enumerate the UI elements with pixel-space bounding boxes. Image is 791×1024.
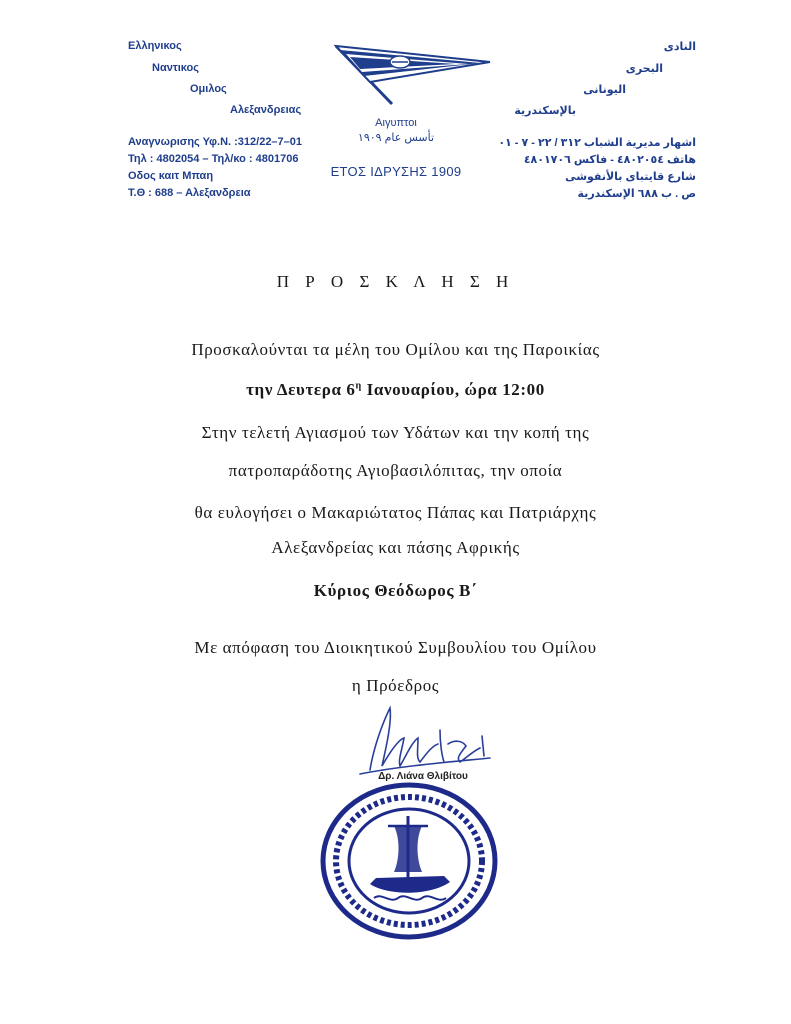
founding-year: ΕΤΟΣ ΙΔΡΥΣΗΣ 1909 xyxy=(330,164,462,179)
letterhead-arabic-line: البحرى xyxy=(625,63,663,75)
president-title: η Πρόεδρος xyxy=(351,676,440,695)
invitation-title: Π Ρ Ο Σ Κ Λ Η Σ Η xyxy=(276,272,515,291)
board-decision-line: Με απόφαση του Διοικητικού Συμβουλίου του Ομίλου xyxy=(194,638,597,657)
letterhead-greek-line: Ελληνικος xyxy=(128,40,182,52)
letterhead-greek-line: Ναντικος xyxy=(152,62,199,74)
date-time-text: Ιανουαρίου, ώρα 12:00 xyxy=(361,380,545,399)
invitation-date-line xyxy=(0,380,791,400)
invitation-line: Προσκαλούνται τα μέλη του Ομίλου και της Παροικίας xyxy=(191,340,600,359)
letterhead-arabic-line: بالإسكندرية xyxy=(514,105,576,117)
club-pennant-logo xyxy=(330,42,495,112)
date-superscript: η xyxy=(355,380,362,392)
letterhead-greek-detail: Οδος καιτ Μπαη xyxy=(128,170,214,182)
letterhead-center-arabic: تأسس عام ١٩٠٩ xyxy=(357,132,435,144)
invitation-line: Αλεξανδρείας και πάσης Αφρικής xyxy=(271,538,520,557)
letterhead-arabic-detail: هاتف ٤٨٠٢٠٥٤ - فاكس ٤٨٠١٧٠٦ xyxy=(523,154,696,166)
letterhead-greek-line: Αλεξανδρειας xyxy=(230,104,302,116)
invitation-line: θα ευλογήσει ο Μακαριώτατος Πάπας και Πατριάρχης xyxy=(194,503,597,522)
club-seal-stamp xyxy=(318,780,500,942)
letterhead-center-greek: Αιγυπτοι xyxy=(375,117,417,129)
invitation-line: πατροπαράδοτης Αγιοβασιλόπιτας, την οποία xyxy=(228,461,563,480)
signatory-name: Δρ. Λιάνα Θλιβίτου xyxy=(378,771,468,782)
letterhead-arabic-line: النادى xyxy=(663,41,696,53)
letterhead-greek-detail: Αναγνωρισης Υφ.Ν. :312/22–7–01 xyxy=(128,136,303,148)
letterhead-arabic-line: اليونانى xyxy=(583,84,626,96)
invitation-line: Στην τελετή Αγιασμού των Υδάτων και την κοπή της xyxy=(201,423,590,442)
letterhead-arabic-detail: ص . ب ٦٨٨ الإسكندرية xyxy=(577,188,696,200)
patriarch-name: Κύριος Θεόδωρος Β΄ xyxy=(313,581,478,600)
date-text: την Δευτερα 6 xyxy=(246,380,356,399)
letterhead-arabic-detail: شارع قايتباى بالأنفوشى xyxy=(565,171,696,183)
letterhead-greek-line: Ομιλος xyxy=(190,83,227,95)
letterhead-greek-detail: Τ.Θ : 688 – Αλεξανδρεια xyxy=(128,187,251,199)
letterhead-greek-detail: Τηλ : 4802054 – Τηλ/κο : 4801706 xyxy=(128,153,299,165)
letterhead-arabic-detail: اشهار مديرية الشباب ٣١٢ / ٢٢ - ٧ - ٠١ xyxy=(498,137,696,149)
